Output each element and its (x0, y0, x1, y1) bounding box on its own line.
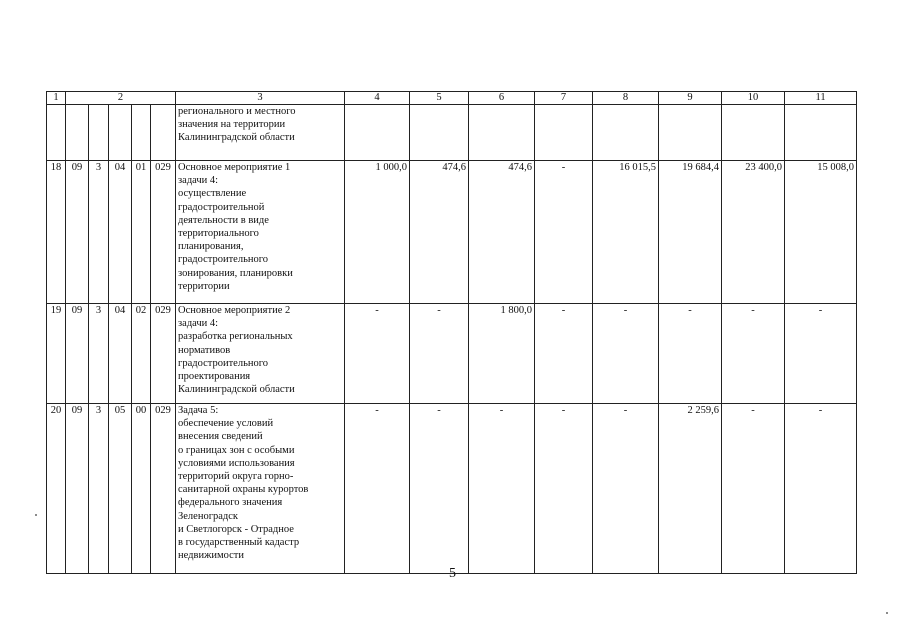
header-col-2: 2 (66, 92, 176, 105)
row-number: 19 (47, 304, 66, 404)
code-cell: 01 (132, 161, 151, 304)
header-col-7: 7 (535, 92, 593, 105)
header-col-9: 9 (659, 92, 722, 105)
code-cell: 09 (66, 404, 89, 574)
scan-speck (886, 612, 888, 614)
budget-table (46, 91, 857, 574)
code-cell: 3 (89, 304, 109, 404)
value-col-7: - (535, 404, 593, 574)
row-number: 18 (47, 161, 66, 304)
page-number: 5 (449, 566, 456, 581)
code-cell: 029 (151, 304, 176, 404)
code-cell: 04 (109, 304, 132, 404)
value-col-10: - (722, 404, 785, 574)
scan-speck (35, 514, 37, 516)
code-cell: 09 (66, 161, 89, 304)
code-cell: 3 (89, 161, 109, 304)
value-col-7: - (535, 304, 593, 404)
value-col-11: - (785, 304, 857, 404)
header-col-11: 11 (785, 92, 857, 105)
value-col-10: - (722, 304, 785, 404)
continuation-description: регионального и местного значения на территории Калининградской области (176, 105, 345, 161)
value-col-5: - (410, 304, 469, 404)
code-cell: 05 (109, 404, 132, 574)
value-col-10: 23 400,0 (722, 161, 785, 304)
code-cell: 029 (151, 161, 176, 304)
value-col-8: - (593, 304, 659, 404)
code-cell: 00 (132, 404, 151, 574)
header-col-1: 1 (47, 92, 66, 105)
value-col-6: 474,6 (469, 161, 535, 304)
value-col-6: - (469, 404, 535, 574)
header-col-5: 5 (410, 92, 469, 105)
code-cell: 09 (66, 304, 89, 404)
value-col-5: - (410, 404, 469, 574)
table-row (47, 304, 857, 404)
row-number: 20 (47, 404, 66, 574)
row-description: Основное мероприятие 1 задачи 4: осуществление градостроительной деятельности в виде территориального планирования, градостроительного зонирования, планировки территории (176, 161, 345, 304)
value-col-5: 474,6 (410, 161, 469, 304)
code-cell: 029 (151, 404, 176, 574)
value-col-4: - (345, 304, 410, 404)
value-col-8: - (593, 404, 659, 574)
table-row (47, 161, 857, 304)
code-cell: 3 (89, 404, 109, 574)
header-col-3: 3 (176, 92, 345, 105)
value-col-6: 1 800,0 (469, 304, 535, 404)
value-col-4: - (345, 404, 410, 574)
value-col-9: 19 684,4 (659, 161, 722, 304)
table-row (47, 404, 857, 574)
row-description: Задача 5: обеспечение условий внесения сведений о границах зон с особыми условиями использования территорий округа горно- санитарной охраны курортов федерального значения Зеленоградск и Светлогорск - Отрадное в государственный кадастр недвижимости (176, 404, 345, 574)
row-description: Основное мероприятие 2 задачи 4: разработка региональных нормативов градостроительного проектирования Калининградской области (176, 304, 345, 404)
header-col-10: 10 (722, 92, 785, 105)
value-col-4: 1 000,0 (345, 161, 410, 304)
header-row (47, 92, 857, 105)
value-col-11: 15 008,0 (785, 161, 857, 304)
header-col-8: 8 (593, 92, 659, 105)
value-col-9: - (659, 304, 722, 404)
value-col-9: 2 259,6 (659, 404, 722, 574)
value-col-7: - (535, 161, 593, 304)
code-cell: 04 (109, 161, 132, 304)
value-col-8: 16 015,5 (593, 161, 659, 304)
header-col-4: 4 (345, 92, 410, 105)
continuation-row (47, 105, 857, 161)
header-col-6: 6 (469, 92, 535, 105)
value-col-11: - (785, 404, 857, 574)
code-cell: 02 (132, 304, 151, 404)
